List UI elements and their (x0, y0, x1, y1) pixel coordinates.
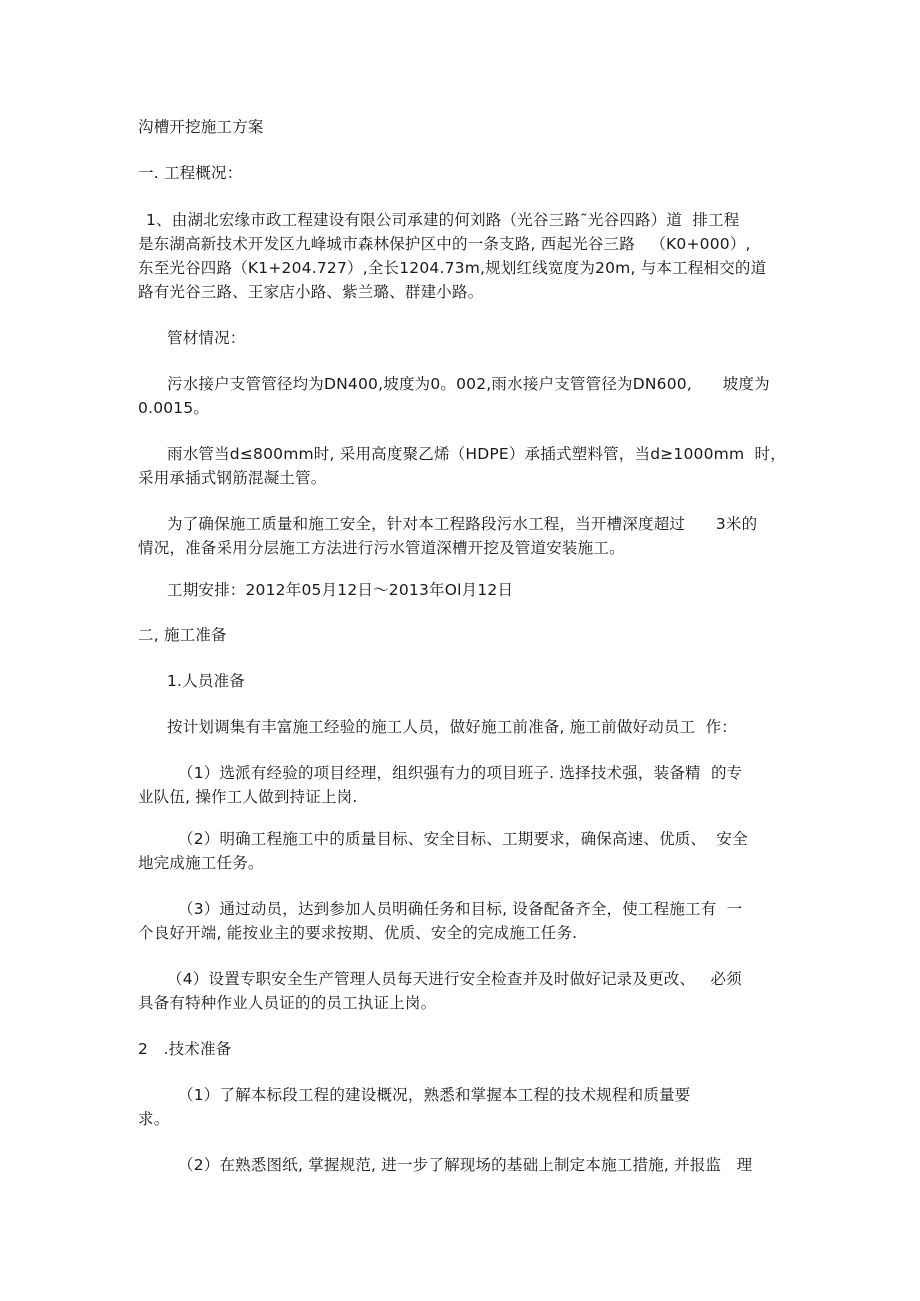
personnel-heading: 1.人员准备 (167, 672, 245, 690)
overview-paragraph-line: 1、由湖北宏缘市政工程建设有限公司承建的何刘路（光谷三路˜光谷四路）道 排工程 (146, 211, 740, 229)
quality-paragraph-line: 为了确保施工质量和施工安全，针对本工程路段污水工程，当开槽深度超过 3米的 (167, 515, 758, 533)
section-heading-preparation: 二, 施工准备 (138, 626, 227, 644)
personnel-item-3-line: （3）通过动员，达到参加人员明确任务和目标, 设备配备齐全，使工程施工有 一 (178, 900, 743, 918)
personnel-item-3-line: 个良好开端, 能按业主的要求按期、优质、安全的完成施工任务. (138, 924, 578, 942)
personnel-item-2-line: （2）明确工程施工中的质量目标、安全目标、工期要求，确保高速、优质、 安全 (178, 830, 748, 848)
rain-pipe-paragraph-line: 雨水管当d≤800mm时, 采用高度聚乙烯（HDPE）承插式塑料管，当d≥1000mm 时， (167, 445, 786, 463)
rain-pipe-paragraph-line: 采用承插式钢筋混凝土管。 (138, 469, 327, 487)
pipe-material-heading: 管材情况： (167, 329, 246, 347)
section-heading-overview: 一. 工程概况： (138, 164, 243, 182)
technical-item-1-line: 求。 (138, 1110, 170, 1128)
personnel-item-4-line: 具备有特种作业人员证的的员工执证上岗。 (138, 994, 437, 1012)
overview-paragraph-line: 路有光谷三路、王家店小路、紫兰璐、群建小路。 (138, 283, 484, 301)
overview-paragraph-line: 东至光谷四路（K1+204.727）,全长1204.73m,规划红线宽度为20m, 与本工程相交的道 (138, 259, 767, 277)
personnel-item-2-line: 地完成施工任务。 (138, 854, 264, 872)
personnel-intro: 按计划调集有丰富施工经验的施工人员，做好施工前准备, 施工前做好动员工 作： (167, 718, 738, 736)
overview-paragraph-line: 是东湖高新技术开发区九峰城市森林保护区中的一条支路, 西起光谷三路 （K0+000）, (138, 235, 751, 253)
technical-heading: 2 .技术准备 (138, 1040, 232, 1058)
schedule-line: 工期安排：2012年05月12日～2013年Ol月12日 (167, 581, 514, 599)
technical-item-2-line: （2）在熟悉图纸, 掌握规范, 进一步了解现场的基础上制定本施工措施, 并报监 理 (178, 1156, 753, 1174)
sewage-pipe-paragraph-line: 污水接户支管管径均为DN400,坡度为0。002,雨水接户支管管径为DN600, 坡度为 (167, 375, 770, 393)
personnel-item-1-line: 业队伍, 操作工人做到持证上岗. (138, 788, 358, 806)
sewage-pipe-paragraph-line: 0.0015。 (138, 399, 210, 417)
quality-paragraph-line: 情况，准备采用分层施工方法进行污水管道深槽开挖及管道安装施工。 (138, 539, 625, 557)
personnel-item-4-line: （4）设置专职安全生产管理人员每天进行安全检查并及时做好记录及更改、 必须 (167, 970, 742, 988)
technical-item-1-line: （1）了解本标段工程的建设概况，熟悉和掌握本工程的技术规程和质量要 (178, 1086, 691, 1104)
personnel-item-1-line: （1）选派有经验的项目经理，组织强有力的项目班子. 选择技术强，装备精 的专 (178, 764, 743, 782)
document-title: 沟槽开挖施工方案 (138, 118, 264, 136)
